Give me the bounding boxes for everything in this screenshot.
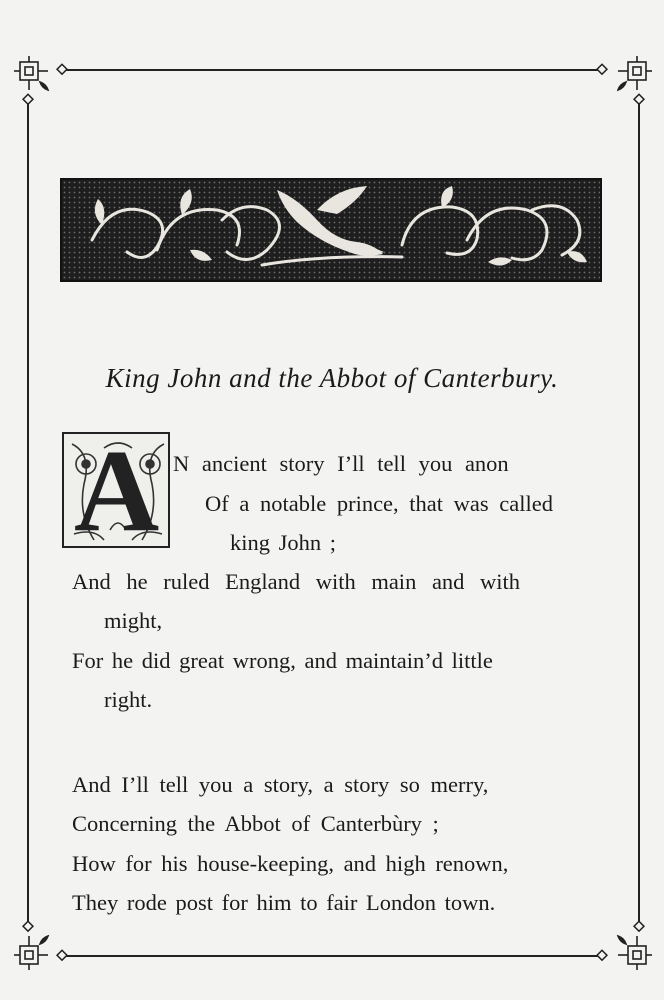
bird-foliage-ornament-icon — [62, 180, 602, 282]
illuminated-drop-cap — [62, 432, 170, 548]
verse-line: N ancient story I’ll tell you anon — [173, 451, 509, 476]
verse-line: How for his house-keeping, and high renown, — [72, 851, 509, 876]
verse-line: And I’ll tell you a story, a story so merry, — [72, 772, 489, 797]
verse-line: Of a notable prince, that was called — [205, 491, 553, 516]
verse-line: right. — [104, 687, 153, 712]
celtic-knot-corner-icon — [612, 56, 652, 96]
verse-line: For he did great wrong, and maintain’d little — [72, 648, 493, 673]
page-title: King John and the Abbot of Canterbury. — [105, 363, 559, 393]
celtic-knot-corner-icon — [14, 930, 54, 970]
celtic-knot-corner-icon — [14, 56, 54, 96]
ornamental-banner — [60, 178, 602, 282]
verse-line: king John ; — [230, 530, 337, 555]
verse-line: And he ruled England with main and with — [72, 569, 521, 594]
drop-cap-letter: A — [74, 432, 160, 548]
verse-line: might, — [104, 608, 163, 633]
celtic-knot-corner-icon — [612, 930, 652, 970]
verse-line: Concerning the Abbot of Canterbùry ; — [72, 811, 439, 836]
verse-line: They rode post for him to fair London town. — [72, 890, 496, 915]
